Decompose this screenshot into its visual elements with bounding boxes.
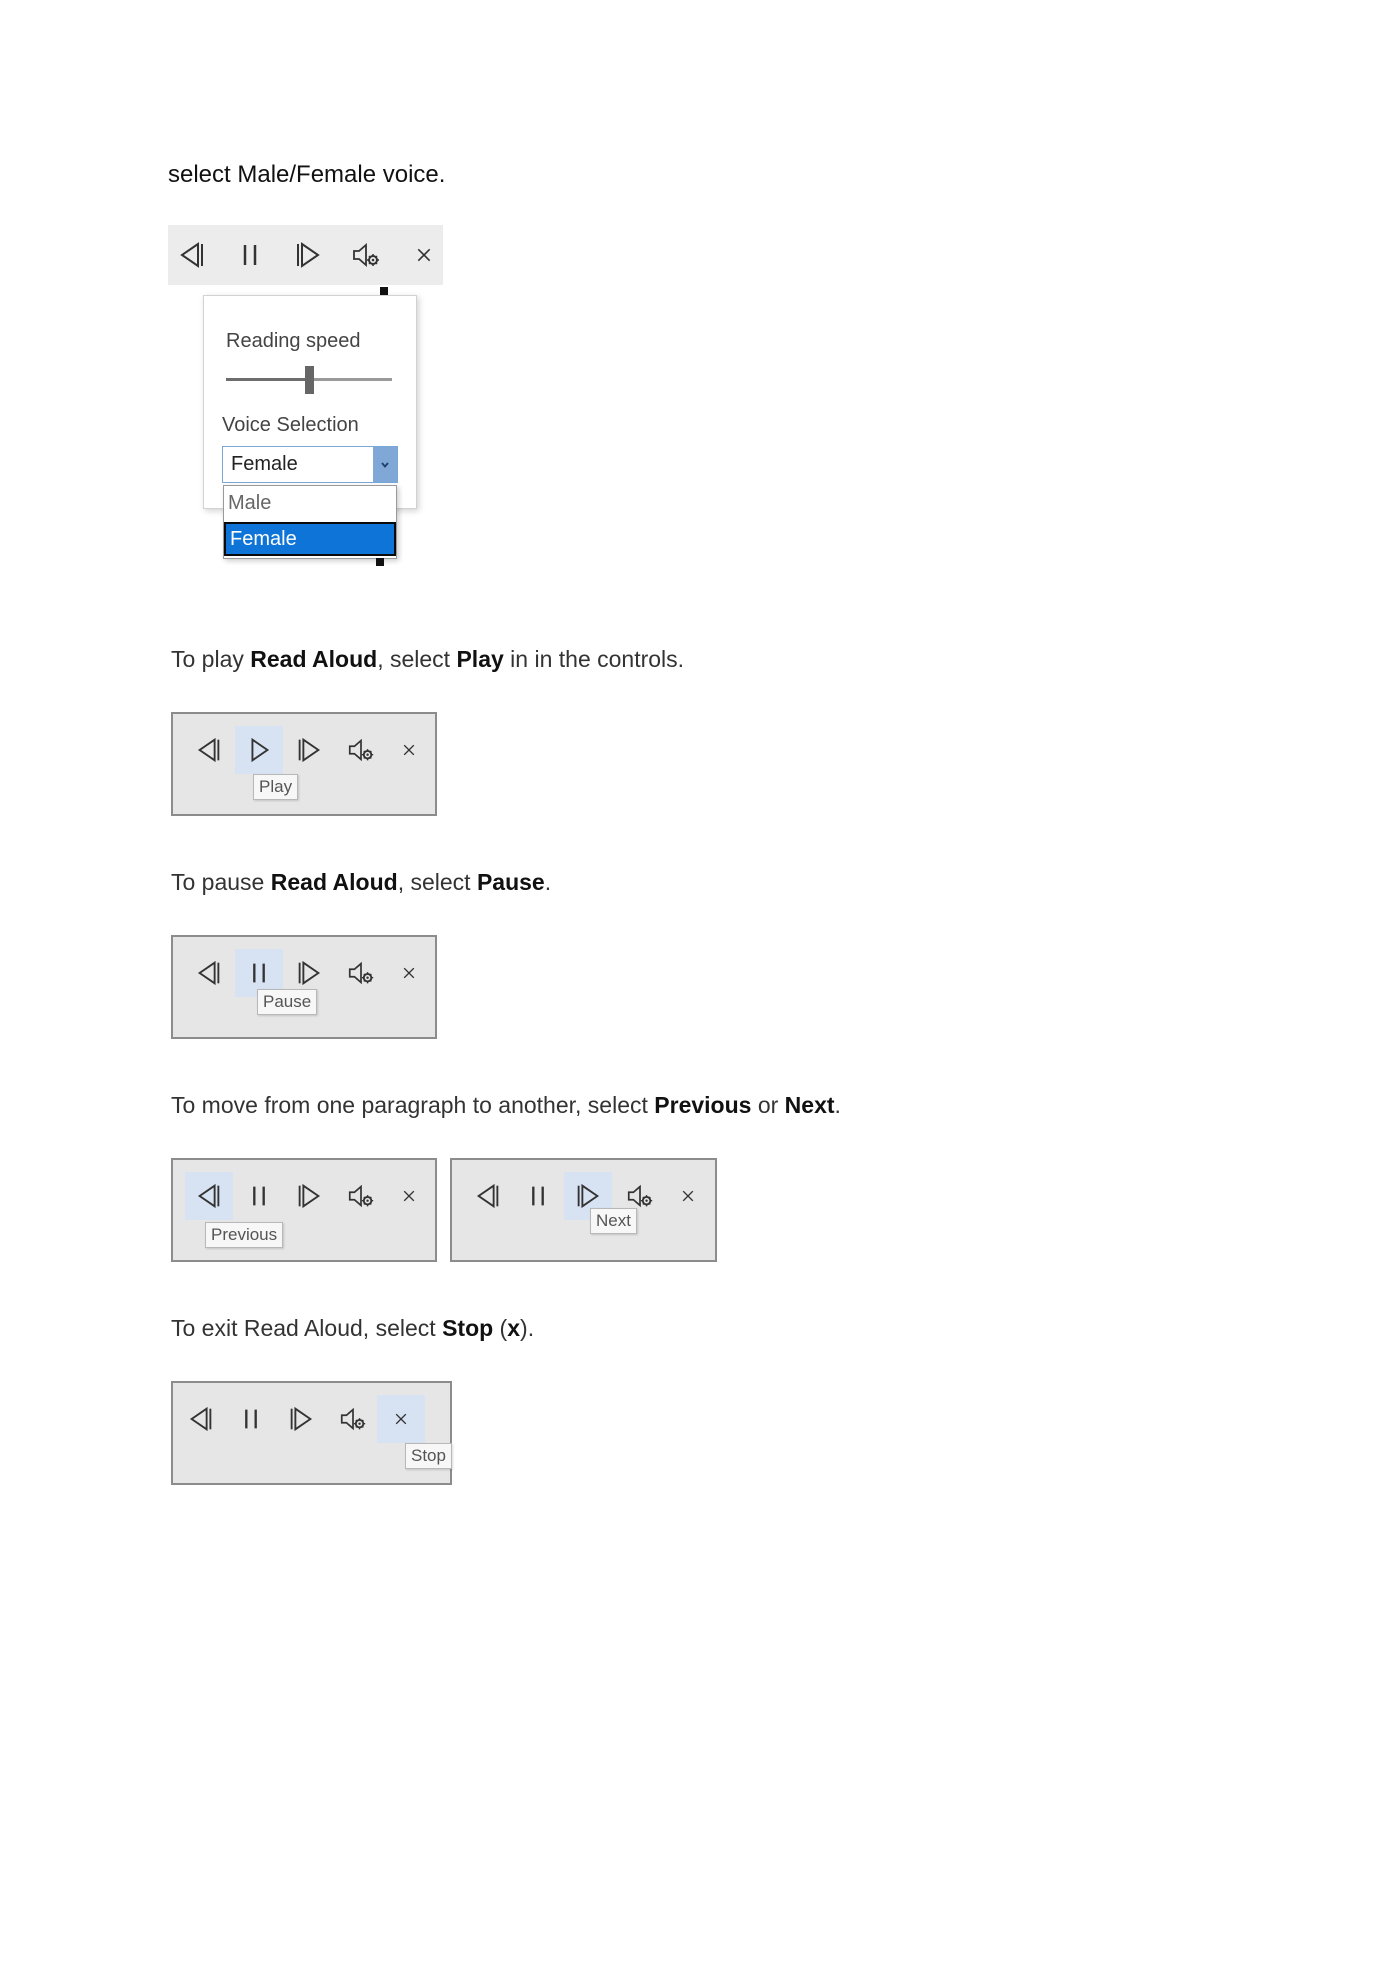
selection-handle (376, 558, 384, 566)
close-icon (398, 1185, 420, 1207)
close-icon (411, 242, 437, 268)
voice-option-female[interactable]: Female (224, 522, 396, 556)
pause-instruction: To pause Read Aloud, select Pause. (171, 869, 552, 895)
exit-instruction: To exit Read Aloud, select Stop (x). (171, 1315, 535, 1341)
pause-icon (244, 1181, 274, 1211)
toolbar-previous-example (171, 1158, 437, 1262)
tooltip-play: Play (253, 774, 298, 800)
tooltip-stop: Stop (405, 1443, 452, 1469)
previous-button[interactable] (185, 726, 233, 774)
next-icon (294, 1181, 324, 1211)
tooltip-next: Next (590, 1208, 637, 1234)
pause-icon (244, 958, 274, 988)
previous-icon (194, 735, 224, 765)
tooltip-previous: Previous (205, 1222, 283, 1248)
close-icon (398, 962, 420, 984)
voice-settings-button[interactable] (337, 949, 385, 997)
slider-fill (226, 378, 309, 381)
next-button[interactable] (285, 726, 333, 774)
voice-settings-button[interactable] (329, 1395, 377, 1443)
pause-icon (234, 239, 266, 271)
read-aloud-toolbar (168, 225, 443, 285)
voice-dropdown-list (223, 485, 397, 559)
voice-settings-icon (346, 1181, 376, 1211)
voice-select[interactable] (222, 446, 398, 483)
next-button[interactable] (277, 1395, 325, 1443)
pause-button[interactable] (226, 231, 274, 279)
next-icon (294, 735, 324, 765)
next-button[interactable] (285, 1172, 333, 1220)
selection-handle (380, 287, 388, 295)
toolbar-stop-example (171, 1381, 452, 1485)
previous-button[interactable] (185, 949, 233, 997)
play-instruction: To play Read Aloud, select Play in in the controls. (171, 646, 685, 672)
voice-select-value: Female (231, 453, 298, 475)
move-instruction: To move from one paragraph to another, select Previous or Next. (171, 1092, 841, 1118)
voice-settings-popup (203, 295, 417, 509)
chevron-down-icon[interactable] (373, 447, 397, 482)
previous-button[interactable] (177, 1395, 225, 1443)
next-icon (294, 958, 324, 988)
previous-icon (186, 1404, 216, 1434)
slider-thumb[interactable] (305, 366, 314, 394)
stop-button[interactable] (385, 949, 433, 997)
tooltip-pause: Pause (257, 989, 317, 1015)
voice-settings-icon (350, 239, 382, 271)
voice-option-male[interactable]: Male (228, 492, 272, 514)
pause-button[interactable] (235, 1172, 283, 1220)
stop-button[interactable] (377, 1395, 425, 1443)
stop-button[interactable] (664, 1172, 712, 1220)
next-button[interactable] (284, 231, 332, 279)
reading-speed-label: Reading speed (226, 330, 361, 352)
previous-icon (194, 958, 224, 988)
next-icon (286, 1404, 316, 1434)
toolbar-play-example (171, 712, 437, 816)
stop-button[interactable] (400, 231, 448, 279)
pause-icon (236, 1404, 266, 1434)
voice-selection-label: Voice Selection (222, 414, 359, 436)
toolbar-pause-example (171, 935, 437, 1039)
previous-button[interactable] (185, 1172, 233, 1220)
voice-settings-button[interactable] (337, 726, 385, 774)
voice-settings-button[interactable] (337, 1172, 385, 1220)
close-icon (390, 1408, 412, 1430)
previous-icon (194, 1181, 224, 1211)
play-icon (244, 735, 274, 765)
stop-button[interactable] (385, 1172, 433, 1220)
pause-icon (523, 1181, 553, 1211)
close-icon (398, 739, 420, 761)
voice-settings-icon (338, 1404, 368, 1434)
voice-settings-icon (346, 735, 376, 765)
next-icon (292, 239, 324, 271)
voice-settings-icon (346, 958, 376, 988)
previous-button[interactable] (168, 231, 216, 279)
stop-button[interactable] (385, 726, 433, 774)
play-button[interactable] (235, 726, 283, 774)
close-icon (677, 1185, 699, 1207)
next-icon (573, 1181, 603, 1211)
previous-button[interactable] (464, 1172, 512, 1220)
voice-settings-icon (625, 1181, 655, 1211)
previous-icon (176, 239, 208, 271)
toolbar-next-example (450, 1158, 717, 1262)
intro-text: select Male/Female voice. (168, 161, 446, 188)
voice-settings-button[interactable] (342, 231, 390, 279)
pause-button[interactable] (227, 1395, 275, 1443)
previous-icon (473, 1181, 503, 1211)
pause-button[interactable] (514, 1172, 562, 1220)
